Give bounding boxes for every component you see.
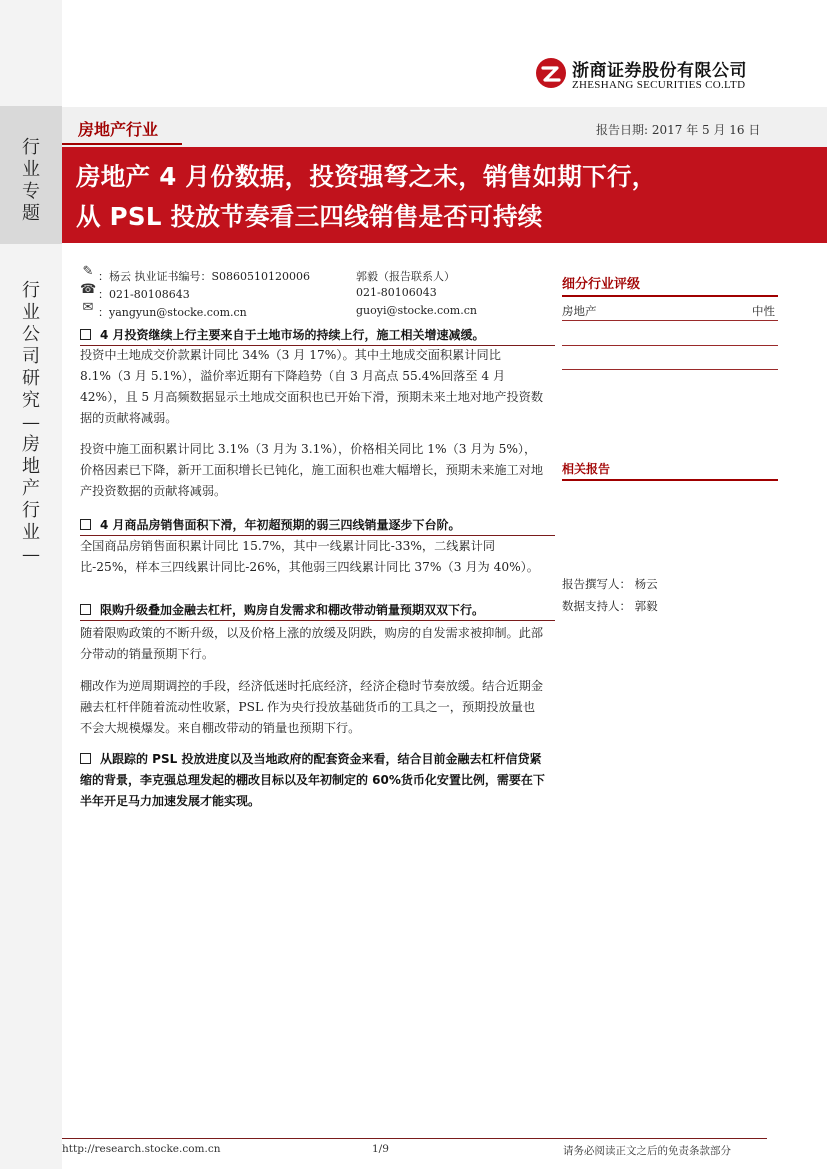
paragraph-4: 随着限购政策的不断升级，以及价格上涨的放缓及阴跌，购房的自发需求被抑制。此部分带动的销量预期下行。: [80, 626, 544, 661]
side-label-special: 行 业 专 题: [22, 137, 40, 224]
rating-title: 细分行业评级: [562, 277, 641, 292]
paragraph-2: 投资中施工面积累计同比 3.1%（3 月为 3.1%），价格相关同比 1%（3 月为 5%），价格因素已下降，新开工面积增长已钝化，施工面积也难大幅增长，预期未来施工对地产投资数据的贡献将减弱。: [80, 442, 544, 498]
footer-disclaimer: 请务必阅读正文之后的免责条款部分: [563, 1145, 731, 1157]
paragraph-3: 全国商品房销售面积累计同比 15.7%，其中一线累计同比-33%，二线累计同比-25%，样本三四线累计同比-26%，其他弱三四线累计同比 37%（3 月为 40%）。: [80, 539, 539, 574]
footer-url[interactable]: http://research.stocke.com.cn: [62, 1143, 221, 1155]
rating-value: 中性: [752, 304, 775, 318]
highlight-4: 从跟踪的 PSL 投放进度以及当地政府的配套资金来看，结合目前金融去杠杆信贷紧缩的背景，李克强总理发起的棚改目标以及年初制定的 60%货币化安置比例，需要在下半年开足马力加速发展才能实现。: [80, 752, 545, 808]
report-title: [76, 157, 821, 237]
related-reports-rule: [562, 479, 778, 481]
industry-underline: [62, 143, 182, 145]
rating-sector: 房地产: [562, 304, 597, 318]
report-writer: 报告撰写人： 杨云: [562, 577, 658, 591]
highlight-1: 4 月投资继续上行主要来自于土地市场的持续上行，施工相关增速减缓。: [80, 326, 555, 346]
paragraph-1: 投资中土地成交价款累计同比 34%（3 月 17%）。其中土地成交面积累计同比 8.1%（3 月 5.1%），溢价率近期有下降趋势（自 3 月高点 55.4%回落至 4 月 42%），且 5 月高频数据显示土地成交面积也已开始下滑，预期未来土地对地产投资数据的贡献将减弱。: [80, 348, 544, 425]
company-name-en: ZHESHANG SECURITIES CO.LTD: [572, 79, 746, 91]
rating-row-rule-2: [562, 345, 778, 346]
page-number: 1/9: [372, 1143, 389, 1155]
phone-icon: ☎: [80, 282, 97, 297]
highlight-2: 4 月商品房销售面积下滑，年初超预期的弱三四线销量逐步下台阶。: [80, 516, 555, 536]
analyst-name: ：杨云 执业证书编号：S0860510120006: [98, 270, 311, 283]
analyst-email[interactable]: ：yangyun@stocke.com.cn: [98, 306, 247, 319]
highlight-3: 限购升级叠加金融去杠杆，购房自发需求和棚改带动销量预期双双下行。: [80, 601, 555, 621]
checkbox-bullet-icon: [80, 329, 91, 340]
title-line-2: 从 PSL 投放节奏看三四线销售是否可持续: [76, 202, 543, 231]
rating-row-rule-3: [562, 369, 778, 370]
checkbox-bullet-icon: [80, 519, 91, 530]
rating-title-rule: [562, 295, 778, 297]
contact-name: 郭毅（报告联系人）: [356, 270, 455, 283]
paragraph-5: 棚改作为逆周期调控的手段，经济低迷时托底经济，经济企稳时节奏放缓。结合近期金融去杠杆伴随着流动性收紧，PSL 作为央行投放基础货币的工具之一，预期投放量也不会大规模爆发。来自棚改带动的销量也预期下行。: [80, 679, 544, 735]
contact-email[interactable]: guoyi@stocke.com.cn: [356, 304, 477, 317]
related-reports-title: 相关报告: [562, 462, 611, 476]
company-name-cn: 浙商证券股份有限公司: [572, 61, 747, 81]
checkbox-bullet-icon: [80, 753, 91, 764]
industry-label: 房地产行业: [78, 120, 159, 139]
checkbox-bullet-icon: [80, 604, 91, 615]
mail-icon: ✉: [82, 300, 94, 315]
title-line-1: 房地产 4 月份数据，投资强弩之末，销售如期下行，: [76, 162, 657, 191]
rating-row-rule-1: [562, 320, 778, 321]
company-logo-icon: [535, 57, 567, 89]
data-support: 数据支持人： 郭毅: [562, 599, 658, 613]
report-date: 报告日期: 2017 年 5 月 16 日: [596, 123, 761, 137]
contact-phone: 021-80106043: [356, 286, 437, 299]
pen-icon: ✎: [82, 264, 94, 279]
footer-rule: [62, 1138, 767, 1139]
side-label-research: 行 业 公 司 研 究 — 房 地 产 行 业 —: [22, 280, 40, 565]
analyst-phone: ：021-80108643: [98, 288, 190, 301]
